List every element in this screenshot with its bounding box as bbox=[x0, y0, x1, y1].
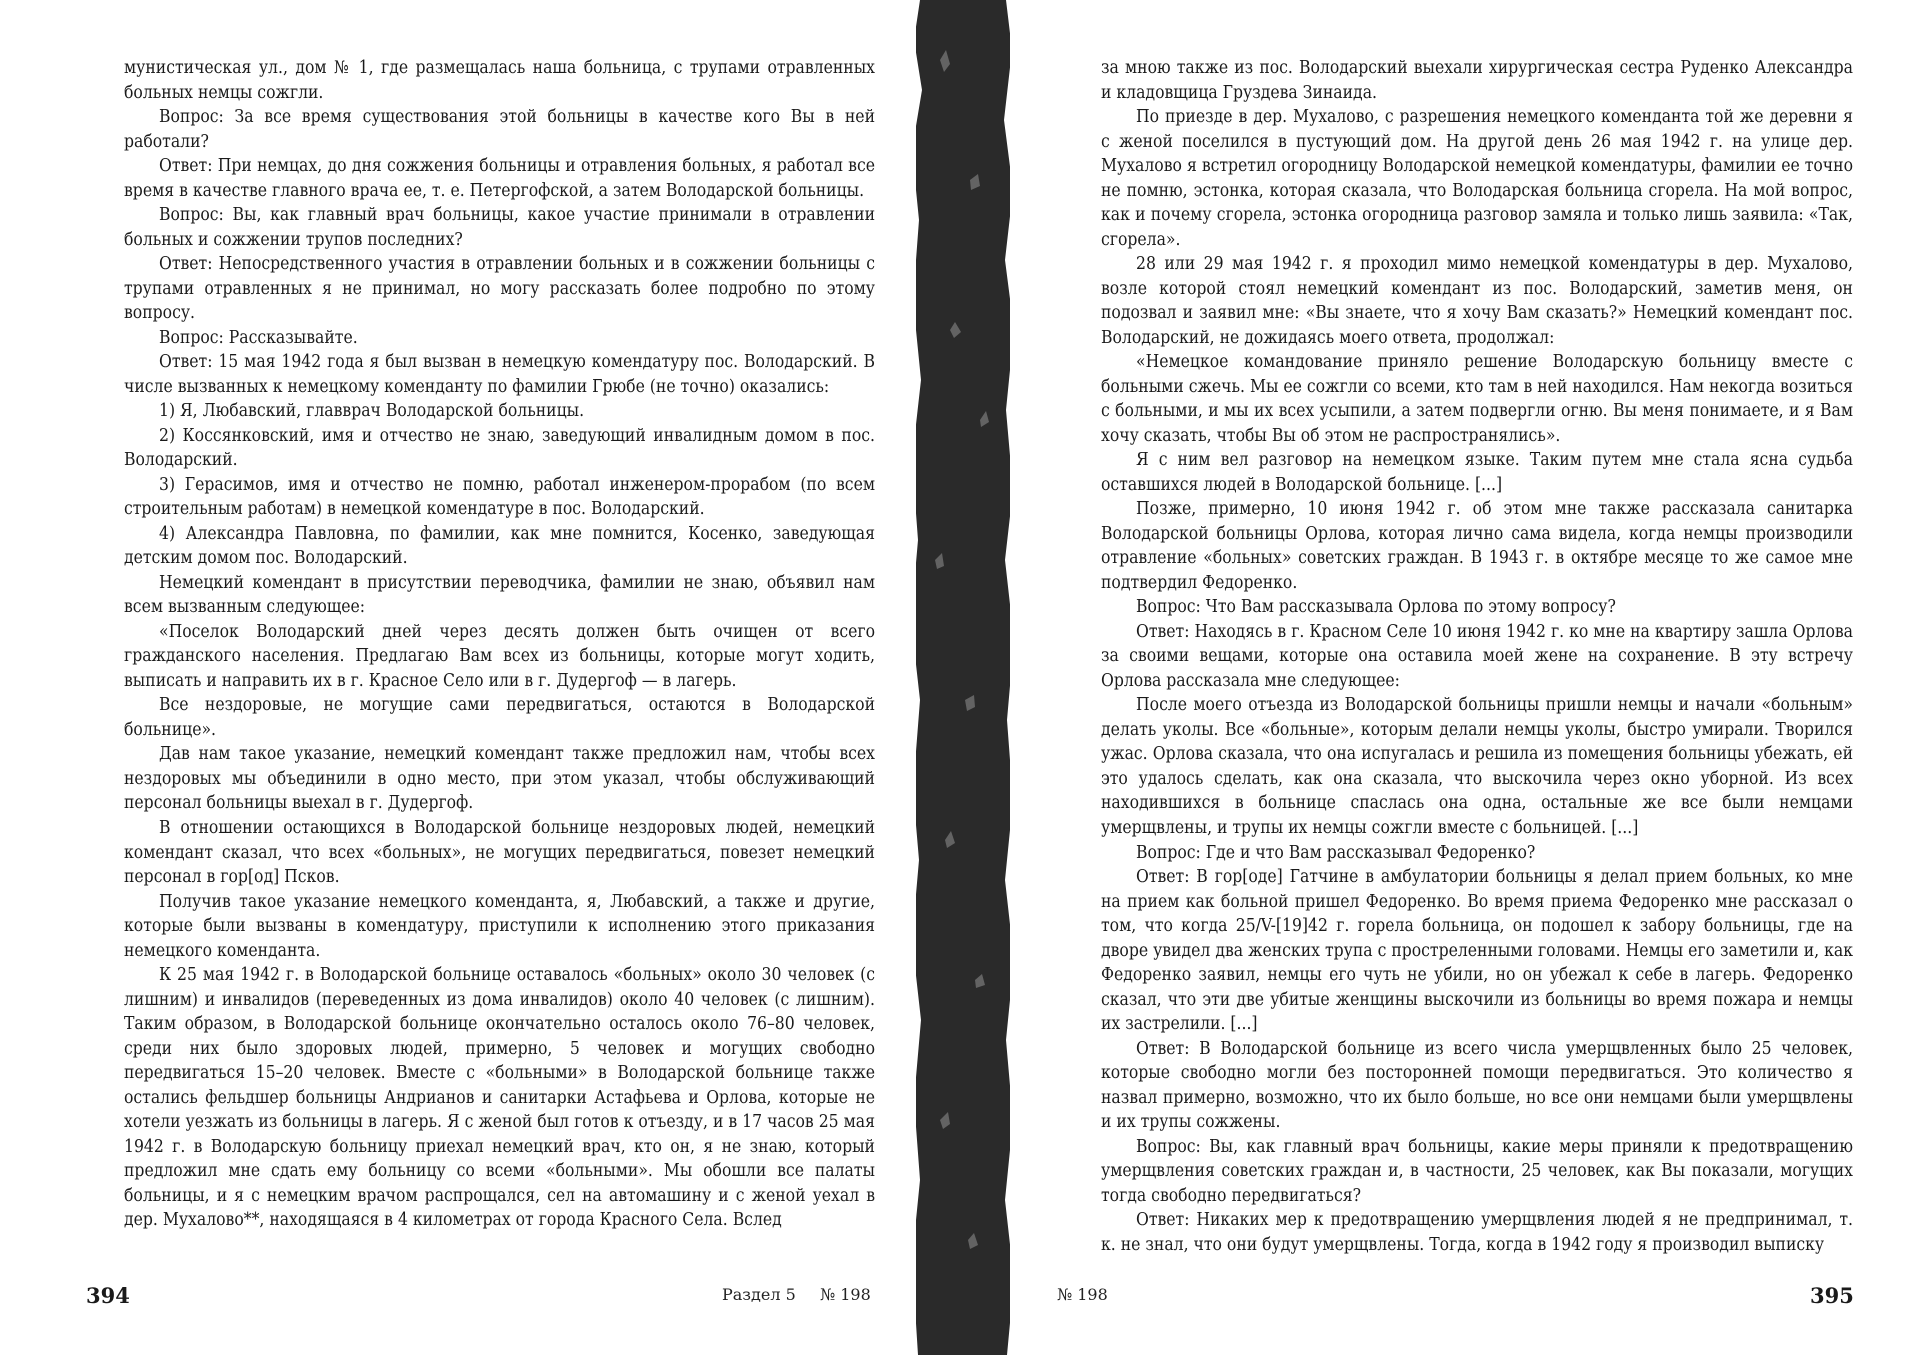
paragraph: Ответ: Находясь в г. Красном Селе 10 июня 1942 г. ко мне на квартиру зашла Орлова за своими вещами, которые она оставила моей жене на сохранение. В эту встречу Орлова рассказала мне следующее: bbox=[1101, 621, 1853, 691]
paragraph: Ответ: Никаких мер к предотвращению умерщвления людей я не предпринимал, т. к. не знал, что они будут умерщвлены. Тогда, когда в 1942 году я производил выписку bbox=[1101, 1210, 1853, 1255]
right-page-number: 395 bbox=[1810, 1283, 1854, 1308]
right-page-body bbox=[1101, 56, 1853, 1257]
paragraph: Ответ: 15 мая 1942 года я был вызван в немецкую комендатуру пос. Володарский. В числе вызванных к немецкому коменданту по фамилии Грюбе (не точно) оказались: bbox=[124, 352, 875, 397]
paragraph: Вопрос: Вы, как главный врач больницы, какое участие принимали в отравлении больных и сожжении трупов последних? bbox=[124, 205, 875, 250]
paragraph: «Немецкое командование приняло решение Володарскую больницу вместе с больными сжечь. Мы ее сожгли со всеми, кто там в ней находился. Нам некогда возиться с больными, и мы их всех усыпили, а затем подвергли огню. Вы меня понимаете, и я Вам хочу сказать, чтобы Вы об этом не распространялись». bbox=[1101, 352, 1853, 446]
paragraph: Ответ: В гор[оде] Гатчине в амбулатории больницы я делал прием больных, ко мне на прием как больной пришел Федоренко. Во время приема Федоренко мне рассказал о том, что когда 25/V-[19]42 г. горела больница, он подошел к забору больницы, где на дворе увидел два женских трупа с простреленными головами. Немцы его заметили и, как Федоренко заявил, немцы его чуть не убили, но он убежал к себе в лагерь. Федоренко сказал, что эти две убитые женщины выскочили из больницы во время пожара и немцы их застрелили. [...] bbox=[1101, 867, 1853, 1035]
paragraph: Вопрос: За все время существования этой больницы в качестве кого Вы в ней работали? bbox=[124, 107, 875, 152]
paragraph: Получив такое указание немецкого коменданта, я, Любавский, а также и другие, которые были вызваны в комендатуру, приступили к исполнению этого приказания немецкого коменданта. bbox=[124, 891, 875, 961]
paragraph: Ответ: При немцах, до дня сожжения больницы и отравления больных, я работал все время в качестве главного врача ее, т. е. Петергофской, а затем Володарской больницы. bbox=[124, 156, 875, 201]
paragraph: 1) Я, Любавский, главврач Володарской больницы. bbox=[159, 401, 585, 422]
paragraph: Позже, примерно, 10 июня 1942 г. об этом мне также рассказала санитарка Володарской больницы Орлова, которая лично сама видела, когда немцы производили отравление «больных» советских граждан. В 1943 г. в октябре месяце то же самое мне подтвердил Федоренко. bbox=[1101, 499, 1853, 593]
left-page-number: 394 bbox=[86, 1283, 130, 1308]
left-running-doc-number: № 198 bbox=[820, 1285, 871, 1304]
paragraph: Ответ: В Володарской больнице из всего числа умерщвленных было 25 человек, которые свободно могли без посторонней помощи передвигаться. Это количество я назвал примерно, возможно, что их было больше, но все они немцами были умерщвлены и их трупы сожжены. bbox=[1101, 1038, 1853, 1133]
paragraph: Вопрос: Где и что Вам рассказывал Федоренко? bbox=[1136, 842, 1536, 863]
paragraph: В отношении остающихся в Володарской больнице нездоровых людей, немецкий комендант сказал, что всех «больных», не могущих передвигаться, повезет немецкий персонал в гор[од] Псков. bbox=[124, 817, 875, 888]
paragraph: После моего отъезда из Володарской больницы пришли немцы и начали «больным» делать уколы. Все «больные», которым делали немцы уколы, быстро умирали. Творился ужас. Орлова сказала, что она испугалась и решила из помещения больницы убежать, ей это удалось сделать, как она сказала, что выскочила через окно уборной. Из всех находившихся в больнице спаслась она одна, остальные же все были немцами умерщвлены, и трупы их немцы сожгли вместе с больницей. [...] bbox=[1101, 695, 1853, 838]
paragraph: «Поселок Володарский дней через десять должен быть очищен от всего гражданского населения. Предлагаю Вам всех из больницы, которые могут ходить, выписать и направить их в г. Красное Село или в г. Дудергоф — в лагерь. bbox=[124, 621, 875, 691]
paragraph: 4) Александра Павловна, по фамилии, как мне помнится, Косенко, заведующая детским домом пос. Володарский. bbox=[124, 523, 875, 569]
paragraph: 28 или 29 мая 1942 г. я проходил мимо немецкой комендатуры в дер. Мухалово, возле которой стоял немецкий комендант из пос. Володарский, заметив меня, он подозвал и заявил мне: «Вы знаете, что я хочу Вам сказать?» Немецкий комендант пос. Володарский, не дожидаясь моего ответа, продолжал: bbox=[1101, 254, 1853, 348]
paragraph: за мною также из пос. Володарский выехали хирургическая сестра Руденко Александра и кладовщица Груздева Зинаида. bbox=[1101, 58, 1853, 103]
paragraph: Я с ним вел разговор на немецком языке. Таким путем мне стала ясна судьба оставшихся людей в Володарской больнице. [...] bbox=[1101, 450, 1853, 495]
paragraph: Дав нам такое указание, немецкий комендант также предложил нам, чтобы всех нездоровых мы объединили в одно место, при этом указал, чтобы обслуживающий персонал больницы выехал в г. Дудергоф. bbox=[124, 744, 875, 814]
paragraph: Ответ: Непосредственного участия в отравлении больных и в сожжении больницы с трупами отравленных я не принимал, но могу рассказать более подробно по этому вопросу. bbox=[124, 254, 875, 324]
paragraph: Вопрос: Что Вам рассказывала Орлова по этому вопросу? bbox=[1136, 597, 1616, 618]
left-running-section: Раздел 5 bbox=[722, 1285, 796, 1304]
paragraph: 3) Герасимов, имя и отчество не помню, работал инженером-прорабом (по всем строительным работам) в немецкой комендатуре в пос. Володарский. bbox=[124, 474, 875, 520]
paragraph: Вопрос: Вы, как главный врач больницы, какие меры приняли к предотвращению умерщвления советских граждан и, в частности, 25 человек, как Вы показали, могущих тогда свободно передвигаться? bbox=[1101, 1136, 1853, 1206]
paragraph: К 25 мая 1942 г. в Володарской больнице оставалось «больных» около 30 человек (с лишним) и инвалидов (переведенных из дома инвалидов) около 40 человек (с лишним). Таким образом, в Володарской больнице окончательно осталось около 76–80 человек, среди них было здоровых людей, примерно, 5 человек и могущих свободно передвигаться 15–20 человек. Вместе с «больными» в Володарской больнице также остались фельдшер больницы Андрианов и санитарки Астафьева и Орлова, которые не хотели уезжать из больницы в лагерь. Я с женой был готов к отъезду, и в 17 часов 25 мая 1942 г. в Володарскую больницу приехал немецкий врач, кто он, я не знаю, который предложил мне сдать ему больницу со всеми «больными». Мы обошли все палаты больницы, и я с немецким врачом распрощался, сел на автомашину и с женой уехал в дер. Мухалово**, находящаяся в 4 километрах от города Красного Села. Вслед bbox=[124, 965, 875, 1231]
paragraph: По приезде в дер. Мухалово, с разрешения немецкого коменданта той же деревни я с женой поселился в пустующий дом. На другой день 26 мая 1942 г. на улице дер. Мухалово я встретил огородницу Володарской немецкой комендатуры, фамилии ее точно не помню, эстонка, которая сказала, что Володарская больница сгорела. На мой вопрос, как и почему сгорела, эстонка огородница разговор замяла и только лишь заявила: «Так, сгорела». bbox=[1101, 107, 1853, 250]
right-running-doc-number: № 198 bbox=[1057, 1285, 1108, 1304]
book-gutter-scan-shadow bbox=[910, 0, 1016, 1355]
paragraph: 2) Коссянковский, имя и отчество не знаю, заведующий инвалидным домом в пос. Володарский. bbox=[124, 425, 875, 471]
paragraph: мунистическая ул., дом № 1, где размещалась наша больница, с трупами отравленных больных немцы сожгли. bbox=[124, 58, 875, 103]
left-page-body bbox=[124, 56, 875, 1233]
paragraph: Все нездоровые, не могущие сами передвигаться, остаются в Володарской больнице». bbox=[124, 695, 875, 740]
paragraph: Немецкий комендант в присутствии переводчика, фамилии не знаю, объявил нам всем вызванным следующее: bbox=[124, 572, 875, 618]
paragraph: Вопрос: Рассказывайте. bbox=[159, 327, 358, 348]
